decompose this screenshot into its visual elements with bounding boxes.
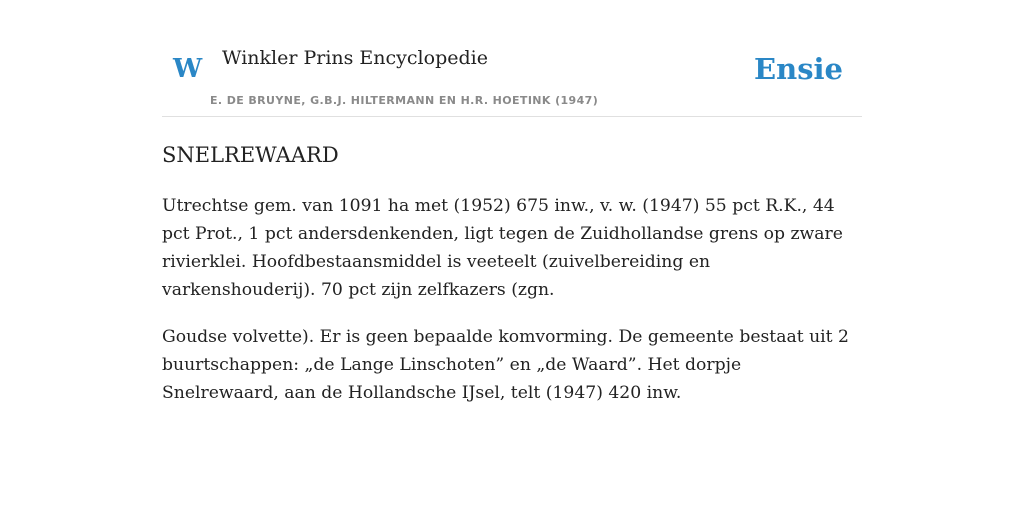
entry-paragraph: Goudse volvette). Er is geen bepaalde komvorming. De gemeente bestaat uit 2 buurtschappen: „de Lange Linschoten” en „de Waard”. Het dorpje Snelrewaard, aan de Hollandsche IJsel, telt (1947) 420 inw. bbox=[162, 327, 849, 403]
entry-title: SNELREWAARD bbox=[162, 143, 339, 167]
page bbox=[162, 0, 862, 512]
entry-paragraph: Utrechtse gem. van 1091 ha met (1952) 675 inw., v. w. (1947) 55 pct R.K., 44 pct Prot., 1 pct andersdenkenden, ligt tegen de Zuidhollandse grens op zware rivierklei. Hoofdbestaansmiddel is veeteelt (zuivelbereiding en varkenshouderij). 70 pct zijn zelfkazers (zgn. bbox=[162, 196, 843, 300]
winkler-prins-logo[interactable]: W bbox=[173, 54, 203, 84]
ensie-logo[interactable]: Ensie bbox=[754, 52, 843, 86]
site-title[interactable]: Winkler Prins Encyclopedie bbox=[222, 47, 488, 69]
header bbox=[162, 0, 862, 117]
authors-line: E. DE BRUYNE, G.B.J. HILTERMANN EN H.R. HOETINK (1947) bbox=[210, 94, 599, 107]
